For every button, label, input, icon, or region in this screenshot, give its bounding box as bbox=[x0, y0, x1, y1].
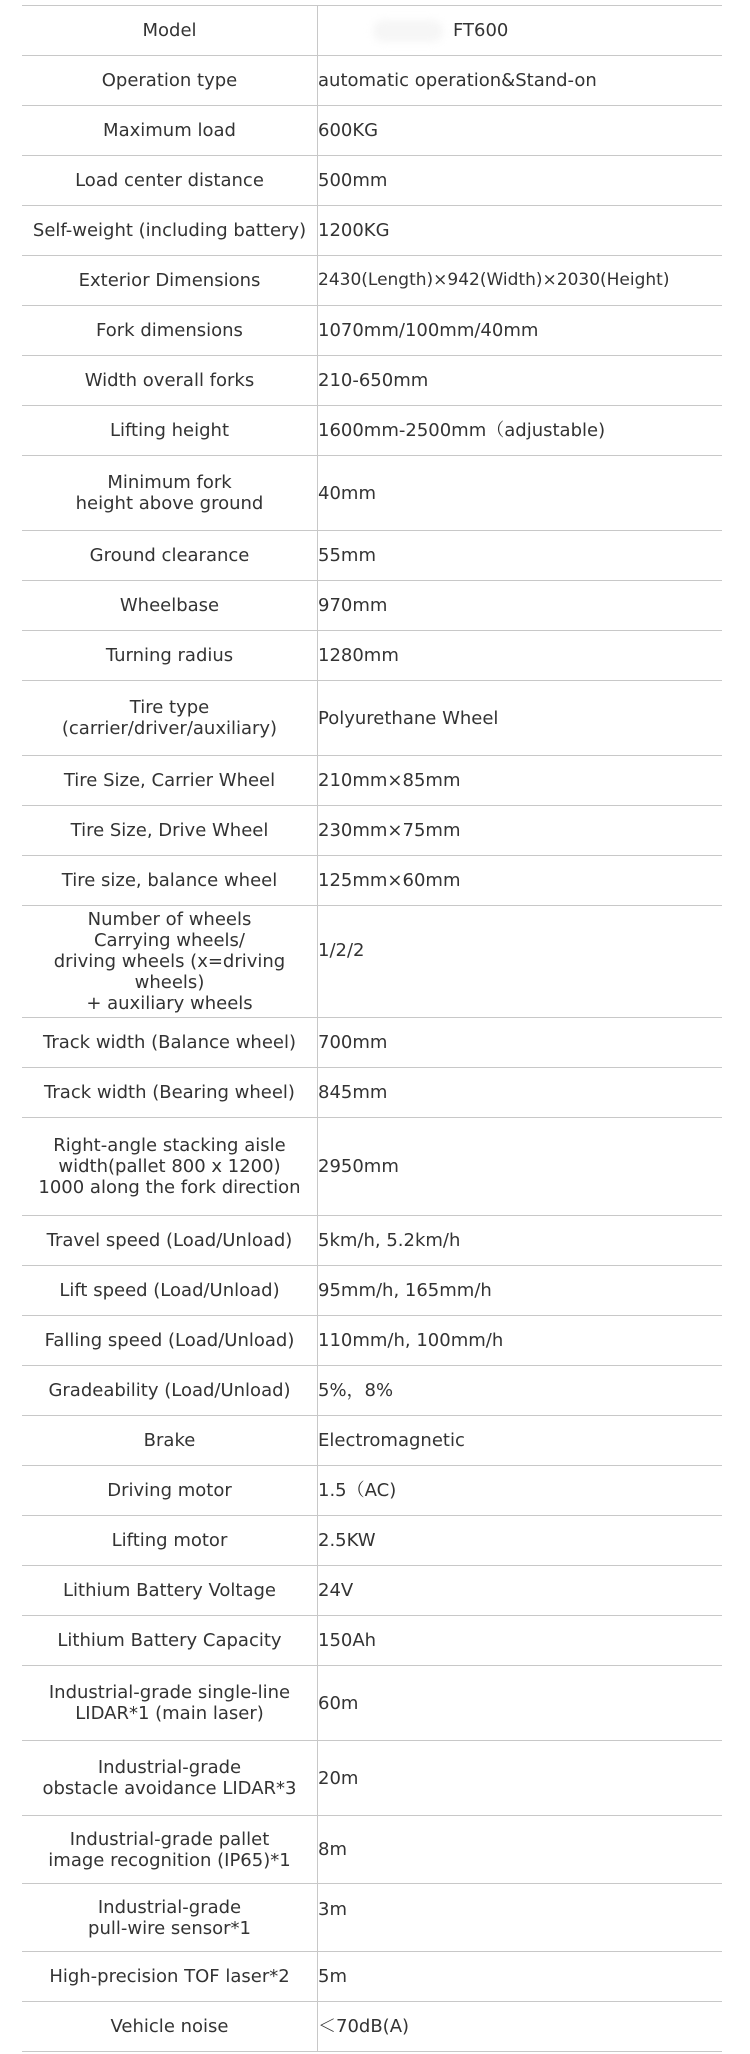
spec-row bbox=[22, 806, 722, 856]
spec-label: Brake bbox=[22, 1416, 318, 1466]
spec-label: Industrial-grade single-line LIDAR*1 (main laser) bbox=[22, 1666, 318, 1741]
spec-label: Wheelbase bbox=[22, 581, 318, 631]
spec-row bbox=[22, 156, 722, 206]
spec-value: 1280mm bbox=[318, 631, 723, 681]
spec-value: 970mm bbox=[318, 581, 723, 631]
spec-label: Vehicle noise bbox=[22, 2002, 318, 2052]
spec-row bbox=[22, 631, 722, 681]
spec-row bbox=[22, 206, 722, 256]
spec-label: Tire type (carrier/driver/auxiliary) bbox=[22, 681, 318, 756]
spec-row bbox=[22, 1666, 722, 1741]
spec-value: 2.5KW bbox=[318, 1516, 723, 1566]
spec-value: 1/2/2 bbox=[318, 906, 723, 1018]
spec-value: 8m bbox=[318, 1816, 723, 1884]
spec-value: 3m bbox=[318, 1884, 723, 1952]
spec-value: 55mm bbox=[318, 531, 723, 581]
spec-label: Tire size, balance wheel bbox=[22, 856, 318, 906]
spec-value: 2950mm bbox=[318, 1118, 723, 1216]
spec-value: 2430(Length)×942(Width)×2030(Height) bbox=[318, 256, 723, 306]
spec-row bbox=[22, 1816, 722, 1884]
model-value: FT600 bbox=[453, 19, 509, 41]
spec-row bbox=[22, 1466, 722, 1516]
spec-row bbox=[22, 1416, 722, 1466]
spec-row bbox=[22, 1266, 722, 1316]
spec-value: 600KG bbox=[318, 106, 723, 156]
spec-label: Number of wheels Carrying wheels/ driving wheels (x=driving wheels) + auxiliary wheels bbox=[22, 906, 318, 1018]
spec-label: Operation type bbox=[22, 56, 318, 106]
spec-label: Fork dimensions bbox=[22, 306, 318, 356]
spec-row bbox=[22, 1884, 722, 1952]
spec-label: Width overall forks bbox=[22, 356, 318, 406]
spec-value: 110mm/h, 100mm/h bbox=[318, 1316, 723, 1366]
spec-label: Falling speed (Load/Unload) bbox=[22, 1316, 318, 1366]
spec-value: 5%，8% bbox=[318, 1366, 723, 1416]
spec-row bbox=[22, 856, 722, 906]
spec-row bbox=[22, 306, 722, 356]
spec-value: 1.5（AC) bbox=[318, 1466, 723, 1516]
spec-value: 500mm bbox=[318, 156, 723, 206]
spec-value: 210mm×85mm bbox=[318, 756, 723, 806]
spec-label: Lifting motor bbox=[22, 1516, 318, 1566]
spec-row bbox=[22, 1366, 722, 1416]
spec-label: Ground clearance bbox=[22, 531, 318, 581]
spec-row-model bbox=[22, 6, 722, 56]
spec-label: Model bbox=[22, 6, 318, 56]
spec-value: 40mm bbox=[318, 456, 723, 531]
spec-row bbox=[22, 1741, 722, 1816]
spec-value: 5m bbox=[318, 1952, 723, 2002]
spec-value: 20m bbox=[318, 1741, 723, 1816]
spec-value: ＜70dB(A) bbox=[318, 2002, 723, 2052]
spec-row bbox=[22, 1118, 722, 1216]
spec-label: Lift speed (Load/Unload) bbox=[22, 1266, 318, 1316]
spec-row bbox=[22, 531, 722, 581]
spec-label: Lithium Battery Voltage bbox=[22, 1566, 318, 1616]
spec-row bbox=[22, 256, 722, 306]
spec-value: 150Ah bbox=[318, 1616, 723, 1666]
spec-label: Lifting height bbox=[22, 406, 318, 456]
spec-row bbox=[22, 1216, 722, 1266]
spec-label: Self-weight (including battery) bbox=[22, 206, 318, 256]
spec-label: Industrial-grade pull-wire sensor*1 bbox=[22, 1884, 318, 1952]
spec-label: Right-angle stacking aisle width(pallet 800 x 1200) 1000 along the fork direction bbox=[22, 1118, 318, 1216]
spec-label: Turning radius bbox=[22, 631, 318, 681]
spec-row bbox=[22, 1516, 722, 1566]
spec-value: 1200KG bbox=[318, 206, 723, 256]
spec-label: Industrial-grade obstacle avoidance LIDAR*3 bbox=[22, 1741, 318, 1816]
spec-label: Track width (Balance wheel) bbox=[22, 1018, 318, 1068]
spec-row bbox=[22, 1018, 722, 1068]
spec-label: High-precision TOF laser*2 bbox=[22, 1952, 318, 2002]
spec-value: 24V bbox=[318, 1566, 723, 1616]
spec-label: Driving motor bbox=[22, 1466, 318, 1516]
spec-row bbox=[22, 406, 722, 456]
spec-value: 210-650mm bbox=[318, 356, 723, 406]
spec-row bbox=[22, 2002, 722, 2052]
spec-value: Electromagnetic bbox=[318, 1416, 723, 1466]
spec-row bbox=[22, 1068, 722, 1118]
spec-value: 60m bbox=[318, 1666, 723, 1741]
spec-value bbox=[318, 6, 723, 56]
spec-table bbox=[22, 5, 722, 2052]
spec-row bbox=[22, 1566, 722, 1616]
spec-value: Polyurethane Wheel bbox=[318, 681, 723, 756]
spec-label: Track width (Bearing wheel) bbox=[22, 1068, 318, 1118]
spec-value: 1070mm/100mm/40mm bbox=[318, 306, 723, 356]
spec-value: 125mm×60mm bbox=[318, 856, 723, 906]
spec-label: Gradeability (Load/Unload) bbox=[22, 1366, 318, 1416]
spec-label: Maximum load bbox=[22, 106, 318, 156]
spec-row bbox=[22, 356, 722, 406]
spec-label: Tire Size, Carrier Wheel bbox=[22, 756, 318, 806]
spec-label: Tire Size, Drive Wheel bbox=[22, 806, 318, 856]
spec-row bbox=[22, 1952, 722, 2002]
spec-value: 845mm bbox=[318, 1068, 723, 1118]
spec-label: Load center distance bbox=[22, 156, 318, 206]
spec-value: 1600mm-2500mm（adjustable) bbox=[318, 406, 723, 456]
spec-label: Travel speed (Load/Unload) bbox=[22, 1216, 318, 1266]
spec-label: Industrial-grade pallet image recognition (IP65)*1 bbox=[22, 1816, 318, 1884]
spec-row bbox=[22, 1616, 722, 1666]
spec-row bbox=[22, 906, 722, 1018]
spec-row bbox=[22, 681, 722, 756]
spec-label: Lithium Battery Capacity bbox=[22, 1616, 318, 1666]
spec-row bbox=[22, 456, 722, 531]
spec-value: 230mm×75mm bbox=[318, 806, 723, 856]
spec-value: 5km/h, 5.2km/h bbox=[318, 1216, 723, 1266]
spec-value: automatic operation&Stand-on bbox=[318, 56, 723, 106]
redacted-mark bbox=[373, 20, 443, 42]
spec-value: 95mm/h, 165mm/h bbox=[318, 1266, 723, 1316]
spec-row bbox=[22, 581, 722, 631]
spec-row bbox=[22, 1316, 722, 1366]
spec-row bbox=[22, 56, 722, 106]
spec-label: Exterior Dimensions bbox=[22, 256, 318, 306]
spec-row bbox=[22, 106, 722, 156]
spec-row bbox=[22, 756, 722, 806]
spec-value: 700mm bbox=[318, 1018, 723, 1068]
spec-label: Minimum fork height above ground bbox=[22, 456, 318, 531]
